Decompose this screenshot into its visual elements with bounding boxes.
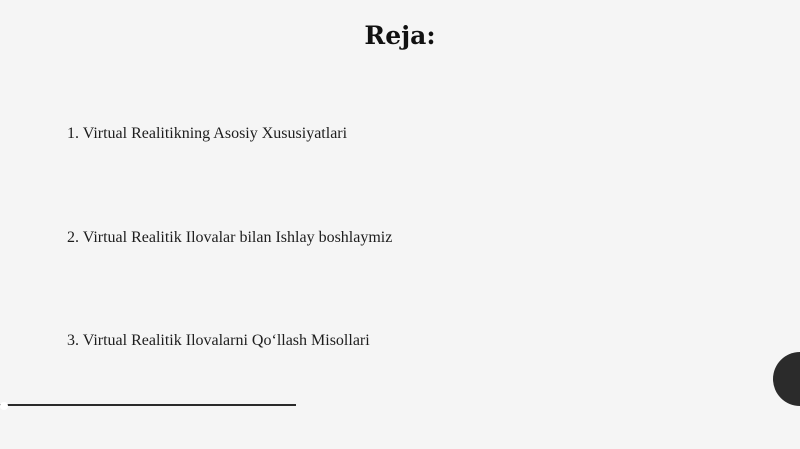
bottom-divider-line [0, 404, 296, 406]
decorative-circle [773, 352, 800, 406]
agenda-item-number: 2. [67, 229, 79, 246]
slide-title: Reja: [364, 21, 436, 50]
agenda-item-text: Virtual Realitik Ilovalarni Qo‘llash Misollari [82, 332, 370, 349]
agenda-item [67, 228, 392, 248]
agenda-item-text: Virtual Realitikning Asosiy Xususiyatlari [82, 125, 348, 142]
divider-dot [0, 402, 8, 410]
agenda-item-number: 1. [67, 125, 79, 142]
agenda-item [67, 331, 370, 351]
agenda-item-number: 3. [67, 332, 79, 349]
agenda-item-text: Virtual Realitik Ilovalar bilan Ishlay boshlaymiz [82, 229, 393, 246]
agenda-item [67, 124, 347, 144]
